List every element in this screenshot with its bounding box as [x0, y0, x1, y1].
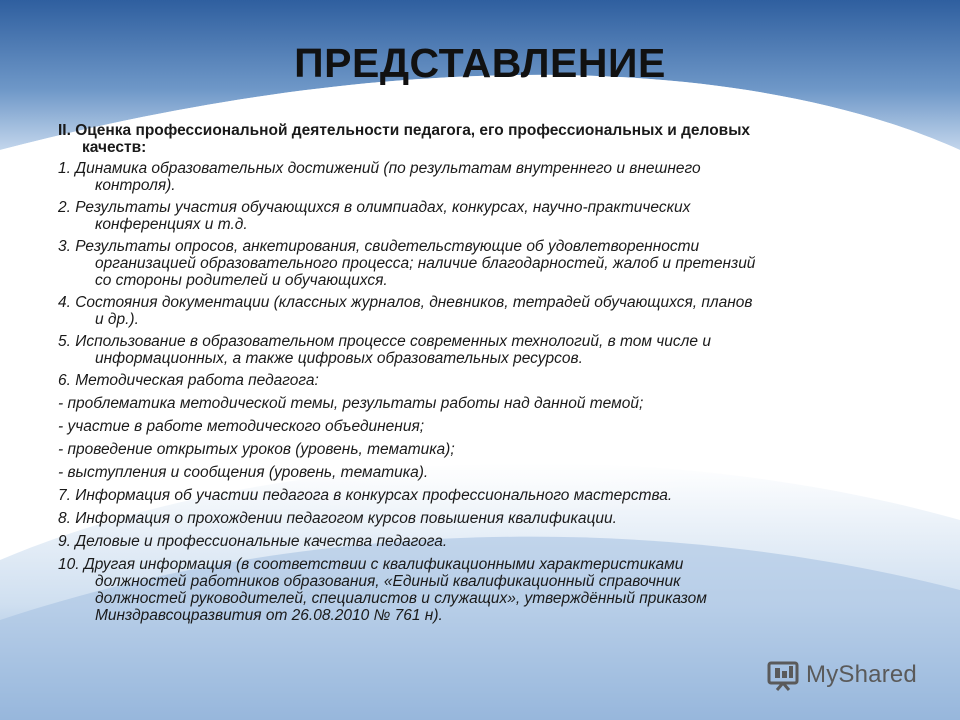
- list-item-line: 4. Состояния документации (классных журналов, дневников, тетрадей обучающихся, планов: [58, 294, 753, 311]
- list-item-line: 5. Использование в образовательном процессе современных технологий, в том числе и: [58, 333, 711, 350]
- list-item-line: - проблематика методической темы, результаты работы над данной темой;: [58, 395, 644, 412]
- list-item: [58, 333, 914, 367]
- list-item-continuation: должностей руководителей, специалистов и служащих», утверждённый приказом: [95, 590, 707, 607]
- list-item: [58, 372, 914, 389]
- list-item: [58, 418, 914, 435]
- list-item-line: 1. Динамика образовательных достижений (по результатам внутреннего и внешнего: [58, 160, 701, 177]
- presentation-board-icon: [766, 658, 800, 692]
- list-item-line: 8. Информация о прохождении педагогом курсов повышения квалификации.: [58, 510, 617, 527]
- list-item: [58, 533, 914, 550]
- list-item-continuation: и др.).: [95, 311, 139, 328]
- list-item-continuation: организацией образовательного процесса; наличие благодарностей, жалоб и претензий: [95, 255, 756, 272]
- list-item-line: - проведение открытых уроков (уровень, тематика);: [58, 441, 455, 458]
- item-list: [58, 160, 914, 624]
- slide-title: ПРЕДСТАВЛЕНИЕ: [294, 40, 666, 86]
- list-item-line: 9. Деловые и профессиональные качества педагога.: [58, 533, 448, 550]
- list-item-line: - выступления и сообщения (уровень, тематика).: [58, 464, 429, 481]
- list-item-continuation: должностей работников образования, «Единый квалификационный справочник: [95, 573, 681, 590]
- list-item: [58, 160, 914, 194]
- list-item: [58, 556, 914, 624]
- list-item-continuation: информационных, а также цифровых образовательных ресурсов.: [95, 350, 583, 367]
- list-item-line: 10. Другая информация (в соответствии с квалификационными характеристиками: [58, 556, 684, 573]
- list-item-continuation: контроля).: [95, 177, 176, 194]
- list-item: [58, 464, 914, 481]
- watermark-logo: [766, 655, 917, 695]
- section-heading-line2: качеств:: [82, 139, 147, 156]
- list-item-line: - участие в работе методического объединения;: [58, 418, 425, 435]
- list-item-continuation: конференциях и т.д.: [95, 216, 248, 233]
- section-heading-line1: II. Оценка профессиональной деятельности педагога, его профессиональных и деловых: [58, 122, 751, 139]
- list-item: [58, 238, 914, 289]
- list-item-line: 3. Результаты опросов, анкетирования, свидетельствующие об удовлетворенности: [58, 238, 700, 255]
- watermark-text: MyShared: [806, 661, 917, 688]
- list-item: [58, 199, 914, 233]
- slide-content: [58, 122, 914, 629]
- list-item: [58, 294, 914, 328]
- list-item: [58, 510, 914, 527]
- list-item-line: 6. Методическая работа педагога:: [58, 372, 319, 389]
- list-item-line: 7. Информация об участии педагога в конкурсах профессионального мастерства.: [58, 487, 673, 504]
- list-item: [58, 395, 914, 412]
- list-item-line: 2. Результаты участия обучающихся в олимпиадах, конкурсах, научно-практических: [58, 199, 691, 216]
- list-item-continuation: Минздравсоцразвития от 26.08.2010 № 761 н).: [95, 607, 443, 624]
- list-item-continuation: со стороны родителей и обучающихся.: [95, 272, 388, 289]
- list-item: [58, 487, 914, 504]
- list-item: [58, 441, 914, 458]
- section-heading: [58, 122, 914, 156]
